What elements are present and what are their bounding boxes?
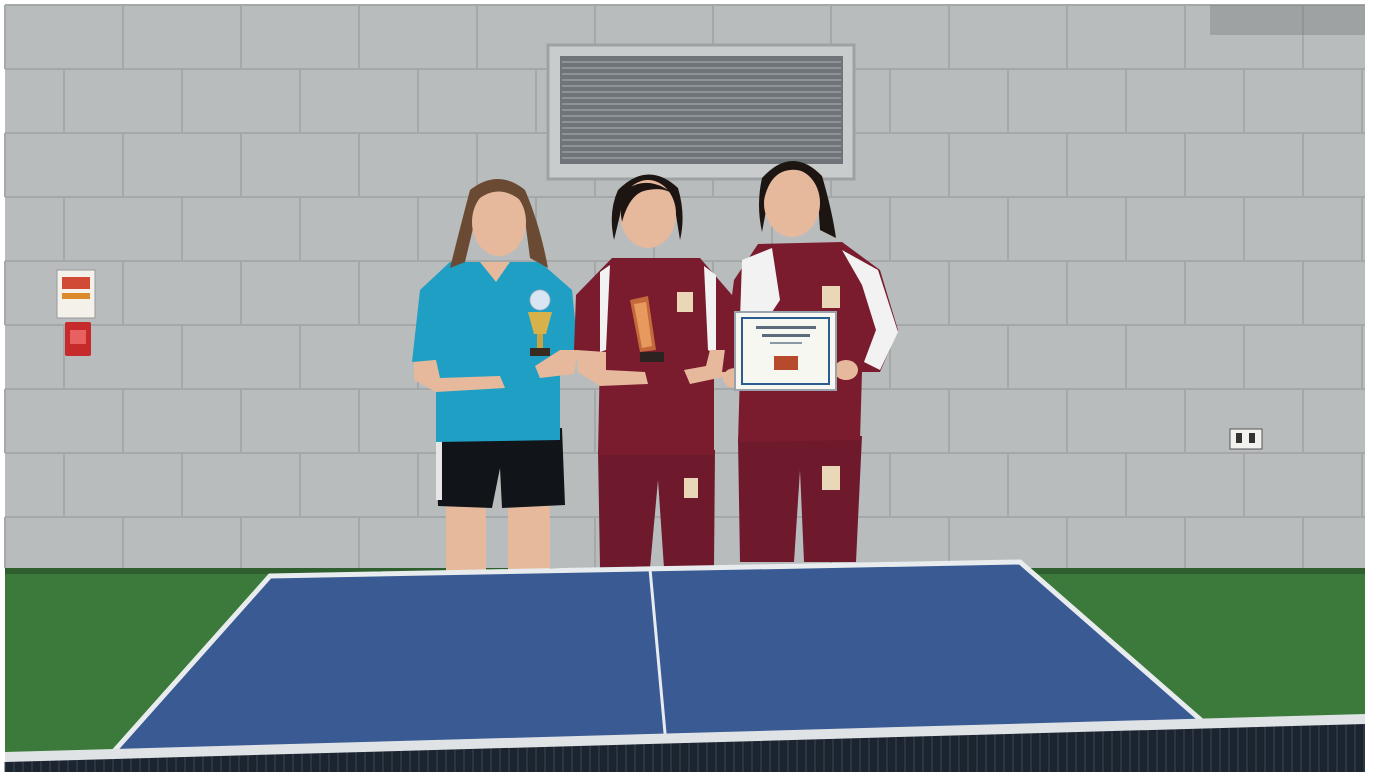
wall-vent (548, 45, 854, 179)
certificate (735, 312, 836, 390)
power-socket (1230, 429, 1262, 449)
